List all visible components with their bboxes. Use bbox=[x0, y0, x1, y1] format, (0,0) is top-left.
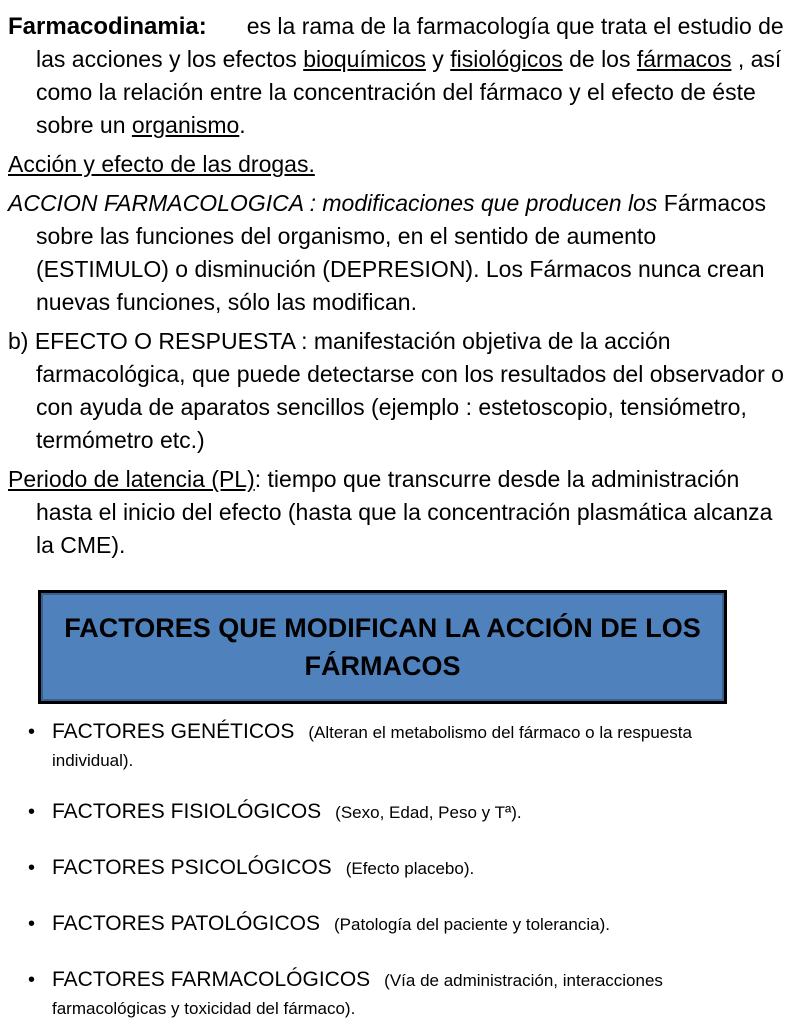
factors-list bbox=[22, 716, 762, 1022]
latencia-paragraph bbox=[8, 463, 788, 562]
bullet-icon: • bbox=[28, 969, 36, 991]
link-organismo[interactable]: organismo bbox=[131, 112, 240, 138]
accion-text: Fármacos sobre las funciones del organismo, en el sentido de aumento (ESTIMULO) o disminución (DEPRESION). Los Fármacos nunca crean nuevas funciones, sólo las modifican. bbox=[36, 190, 766, 315]
bullet-icon: • bbox=[28, 913, 36, 935]
latencia-term: Periodo de latencia (PL) bbox=[8, 466, 255, 492]
factor-description: (Vía de administración, interacciones farmacológicas y toxicidad del fármaco). bbox=[52, 971, 663, 1018]
factors-banner-title: FACTORES QUE MODIFICAN LA ACCIÓN DE LOS FÁRMACOS bbox=[64, 613, 701, 681]
definition-text-5: . bbox=[239, 112, 246, 138]
accion-italic: ACCION FARMACOLOGICA : modificaciones que producen los bbox=[8, 190, 658, 216]
factor-name: FACTORES PSICOLÓGICOS bbox=[52, 856, 332, 879]
definition-term: Farmacodinamia: bbox=[8, 13, 207, 40]
factor-name: FACTORES GENÉTICOS bbox=[52, 720, 295, 743]
link-farmacos[interactable]: fármacos bbox=[636, 46, 732, 72]
latencia-text: : tiempo que transcurre desde la administración hasta el inicio del efecto (hasta que la concentración plasmática alcanza la CME). bbox=[36, 466, 773, 558]
definition-paragraph bbox=[8, 10, 788, 142]
efecto-paragraph: b) EFECTO O RESPUESTA : manifestación objetiva de la acción farmacológica, que puede detectarse con los resultados del observador o con ayuda de aparatos sencillos (ejemplo : estetoscopio, tensiómetro, termómetro etc.) bbox=[8, 328, 784, 453]
link-bioquimicos[interactable]: bioquímicos bbox=[303, 46, 426, 72]
factor-name: FACTORES PATOLÓGICOS bbox=[52, 912, 321, 935]
factor-name: FACTORES FARMACOLÓGICOS bbox=[52, 968, 371, 991]
section-heading-text: Acción y efecto de las drogas. bbox=[8, 151, 315, 177]
accion-paragraph bbox=[8, 187, 788, 319]
bullet-icon: • bbox=[28, 857, 36, 879]
bullet-icon: • bbox=[28, 721, 36, 743]
section-heading bbox=[8, 148, 788, 181]
definition-text-1: es la rama de la farmacología que trata el estudio de las acciones y los efectos bbox=[36, 13, 784, 72]
factor-item-psicologicos bbox=[22, 852, 762, 908]
factor-item-patologicos bbox=[22, 908, 762, 964]
definition-text-4: , así como la relación entre la concentración del fármaco y el efecto de éste sobre un bbox=[36, 46, 782, 138]
bullet-icon: • bbox=[28, 801, 36, 823]
link-fisiologicos[interactable]: fisiológicos bbox=[450, 46, 563, 72]
definition-text-3: de los bbox=[562, 46, 637, 72]
factor-description: (Efecto placebo). bbox=[345, 859, 475, 878]
definition-text-2: y bbox=[425, 46, 451, 72]
factor-name: FACTORES FISIOLÓGICOS bbox=[52, 800, 322, 823]
factor-item-farmacologicos bbox=[22, 964, 762, 1022]
factor-description: (Patología del paciente y tolerancia). bbox=[334, 915, 610, 934]
factor-description: (Sexo, Edad, Peso y Tª). bbox=[335, 803, 522, 822]
factor-item-geneticos bbox=[22, 716, 762, 796]
factors-banner bbox=[38, 590, 727, 704]
factor-description: (Alteran el metabolismo del fármaco o la respuesta individual). bbox=[52, 723, 692, 770]
factor-item-fisiologicos bbox=[22, 796, 762, 852]
